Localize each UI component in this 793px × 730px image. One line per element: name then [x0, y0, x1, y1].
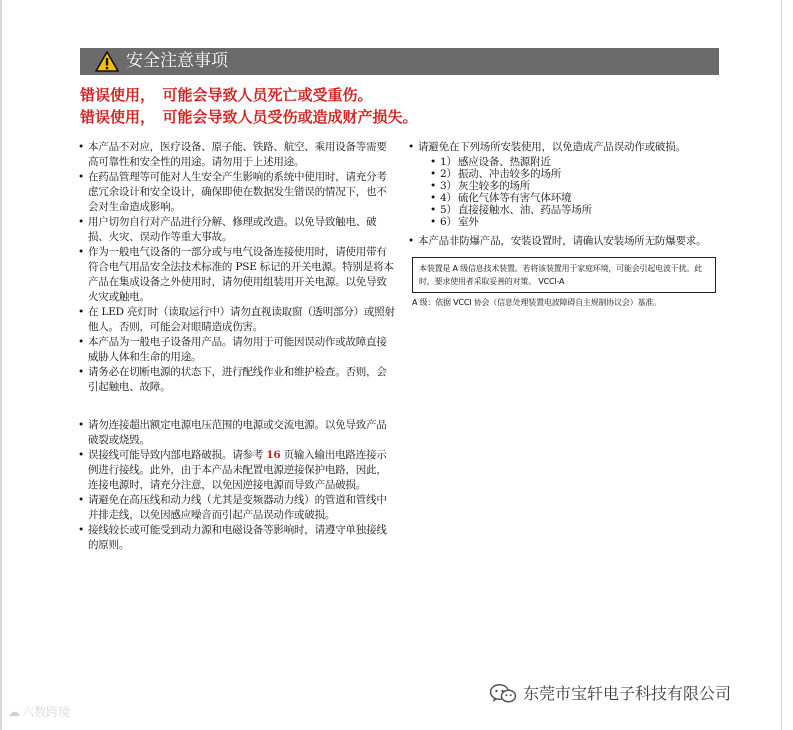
location-item: • 4）硫化气体等有害气体环境: [430, 192, 720, 204]
left-column: [78, 140, 396, 553]
warning-death-injury: 错误使用， 可能会导致人员死亡或受重伤。: [80, 86, 373, 104]
list-gap: [78, 395, 396, 418]
installation-intro: 请避免在下列场所安装使用，以免造成产品误动作或破损。: [418, 141, 686, 153]
warning-injury-property: 错误使用， 可能会导致人员受伤或造成财产损失。: [80, 108, 418, 126]
list-item: • 本产品为一般电子设备用产品。请勿用于可能因误动作或故障直接威胁人体和生命的用途。: [78, 335, 396, 365]
watermark: [8, 704, 70, 720]
company-name: 东莞市宝轩电子科技有限公司: [523, 684, 732, 703]
list-item: • 请避免在高压线和动力线（尤其是变频器动力线）的管道和管线中并排走线，以免因感应噪音而引起产品误动作或破损。: [78, 493, 396, 523]
cloud-logo-icon: ☁: [8, 705, 20, 719]
page-ref-text-after: 页输入输出电路连接示例进行接线。此外，由于本产品未配置电源逆接保护电路，因此，连接电源时，请充分注意，以免因逆接电源而导致产品破损。: [88, 449, 387, 491]
location-item: • 1）感应设备、热源附近: [430, 156, 720, 168]
list-item: • 请务必在切断电源的状态下，进行配线作业和维护检查。否则，会引起触电、故障。: [78, 365, 396, 395]
installation-list: [408, 140, 720, 249]
precaution-list-1: [78, 140, 396, 395]
section-title: 安全注意事项: [126, 51, 228, 71]
location-item: • 3）灰尘较多的场所: [430, 180, 720, 192]
list-item-page-reference: [78, 448, 396, 493]
list-item-explosion: • 本产品非防爆产品，安装设置时，请确认安装场所无防爆要求。: [408, 234, 720, 249]
list-item: • 用户切勿自行对产品进行分解、修理或改造。以免导致触电、破损、火灾、误动作等重大事故。: [78, 215, 396, 245]
page-ref-text-before: 误接线可能导致内部电路破损。请参考: [88, 449, 267, 461]
right-column: [408, 140, 720, 309]
vcci-notice-box: 本装置是 A 级信息技术装置。若将该装置用于家庭环境，可能会引起电波干扰。此时，要求使用者采取妥善的对策。 VCCI-A: [412, 257, 716, 293]
location-item: • 5）直接接触水、油、药品等场所: [430, 204, 720, 216]
list-item: • 接线较长或可能受到动力源和电磁设备等影响时，请遵守单独接线的原则。: [78, 523, 396, 553]
list-item: • 本产品不对应，医疗设备、原子能、铁路、航空、乘用设备等需要高可靠性和安全性的用途。请勿用于上述用途。: [78, 140, 396, 170]
location-list: [430, 156, 720, 228]
page-reference-number: 16: [266, 449, 281, 461]
page-right-border: [781, 0, 782, 730]
wechat-icon: [489, 683, 517, 705]
watermark-text: 六数跨境: [22, 705, 71, 719]
list-item-installation: [408, 140, 720, 228]
page-left-border: [0, 0, 2, 730]
location-item: • 6）室外: [430, 216, 720, 228]
list-item: • 作为一般电气设备的一部分或与电气设备连接使用时，请使用带有符合电气用品安全法技术标准的 PSE 标记的开关电源。特别是将本产品在集成设备之外使用时，请勿使用组装用开关电源。以免导致火灾或触电。: [78, 245, 396, 305]
precaution-list-2: [78, 418, 396, 553]
section-header: [80, 48, 719, 75]
list-item: • 在 LED 亮灯时（读取运行中）请勿直视读取窗（透明部分）或照射他人。否则，可能会对眼睛造成伤害。: [78, 305, 396, 335]
list-item: • 请勿连接超出额定电源电压范围的电源或交流电源。以免导致产品破裂或烧毁。: [78, 418, 396, 448]
list-item: • 在药品管理等可能对人生安全产生影响的系统中使用时，请充分考虑冗余设计和安全设计，确保即使在数据发生错误的情况下，也不会对生命造成影响。: [78, 170, 396, 215]
location-item: • 2）振动、冲击较多的场所: [430, 168, 720, 180]
vcci-footnote: A 级：依据 VCCI 协会（信息处理装置电波障碍自主规制协议会）基准。: [412, 298, 661, 307]
warning-triangle-icon: [95, 51, 119, 72]
